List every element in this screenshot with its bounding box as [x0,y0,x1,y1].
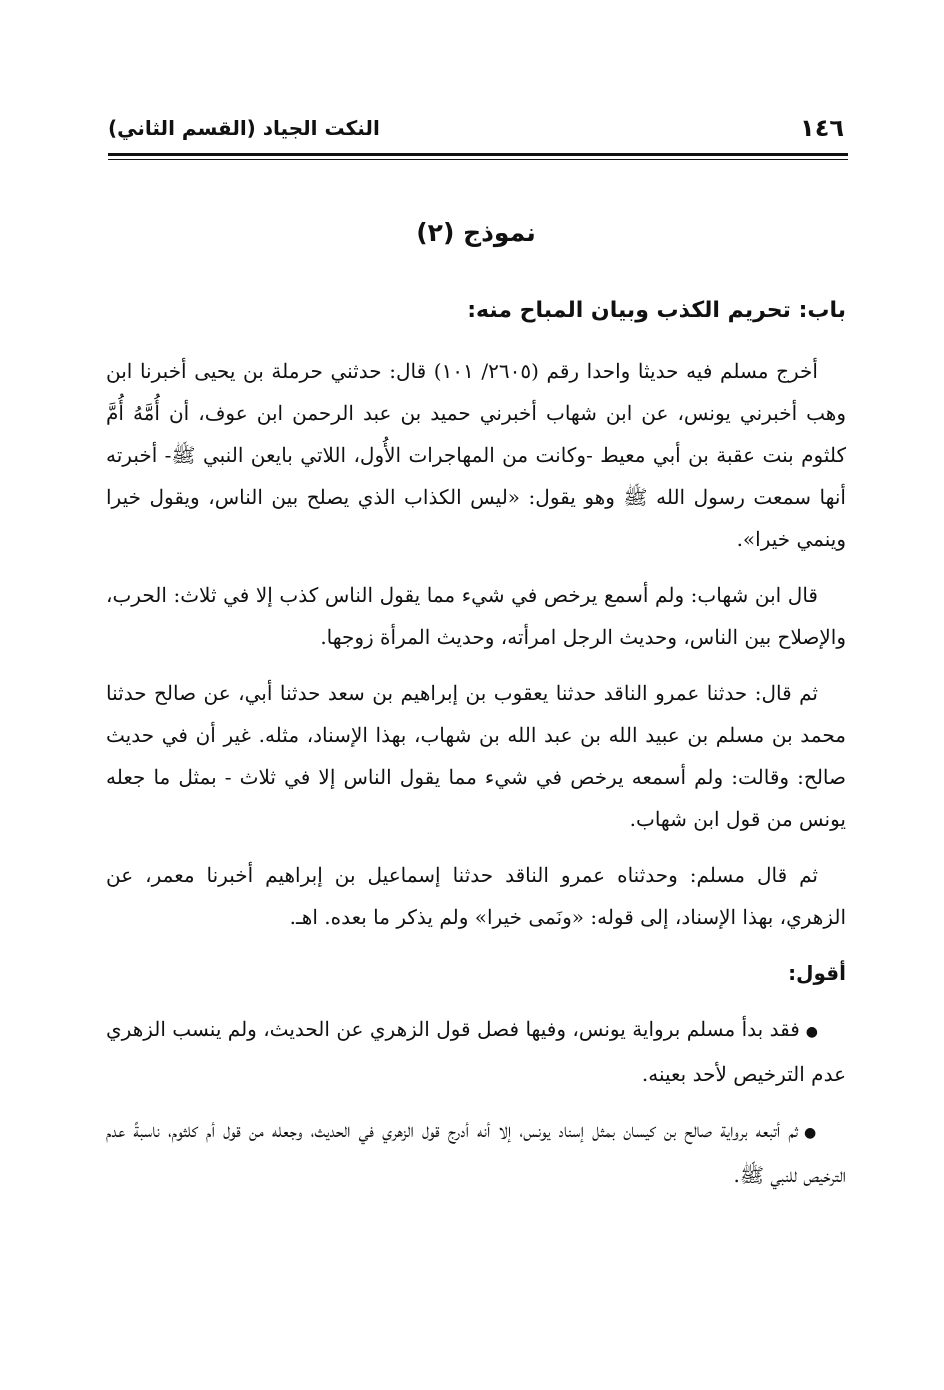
page-number: ١٤٦ [800,114,844,142]
bullet-icon: ● [805,1024,819,1040]
section-title: نموذج (٢) [416,218,536,247]
aqul-label: أقول: [788,961,846,985]
paragraph-2: قال ابن شهاب: ولم أسمع يرخص في شيء مما يقول الناس كذب إلا في ثلاث: الحرب، والإصلاح بين الناس، وحديث الرجل امرأته، وحديث المرأة زوجها. [106,583,846,649]
page-header [108,108,844,148]
book-title: النكت الجياد (القسم الثاني) [108,116,380,140]
header-rule-thick [108,153,848,156]
chapter-heading: باب: تحريم الكذب وبيان المباح منه: [467,298,846,323]
bullet-item-2 [106,1109,846,1196]
paragraph-3: ثم قال: حدثنا عمرو الناقد حدثنا يعقوب بن إبراهيم بن سعد حدثنا أبي، عن صالح حدثنا محمد بن مسلم بن عبيد الله بن عبد الله بن شهاب، بهذا الإسناد، مثله. غير أن في حديث صالح: وقالت: ولم أسمعه يرخص في شيء مما يقول الناس إلا في ثلاث - بمثل ما جعله يونس من قول ابن شهاب. [106,681,846,831]
bullet-text-2: ثم أتبعه برواية صالح بن كيسان بمثل إسناد يونس، إلا أنه أدرج قول الزهري في الحديث، وجعله من قول أم كلثوم، ناسبةً عدم الترخيص للنبي ﷺ. [106,1118,846,1187]
bullet-text-1: فقد بدأ مسلم برواية يونس، وفيها فصل قول الزهري عن الحديث، ولم ينسب الزهري عدم الترخيص لأحد بعينه. [106,1017,846,1086]
bullet-icon: ● [803,1125,819,1141]
paragraph-4: ثم قال مسلم: وحدثناه عمرو الناقد حدثنا إسماعيل بن إبراهيم أخبرنا معمر، عن الزهري، بهذا الإسناد، إلى قوله: «ونَمى خيرا» ولم يذكر ما بعده. اهـ. [106,863,846,929]
header-rule-thin [108,159,848,160]
bullet-item-1 [106,1008,846,1095]
body-text [106,350,846,1210]
paragraph-1: أخرج مسلم فيه حديثا واحدا رقم (٢٦٠٥/ ١٠١) قال: حدثني حرملة بن يحيى أخبرنا ابن وهب أخبرني يونس، عن ابن شهاب أخبرني حميد بن عبد الرحمن ابن عوف، أن أُمَّهُ أُمَّ كلثوم بنت عقبة بن أبي معيط -وكانت من المهاجرات الأُول، اللاتي بايعن النبي ﷺ- أخبرته أنها سمعت رسول الله ﷺ وهو يقول: «ليس الكذاب الذي يصلح بين الناس، ويقول خيرا وينمي خيرا». [106,359,846,551]
